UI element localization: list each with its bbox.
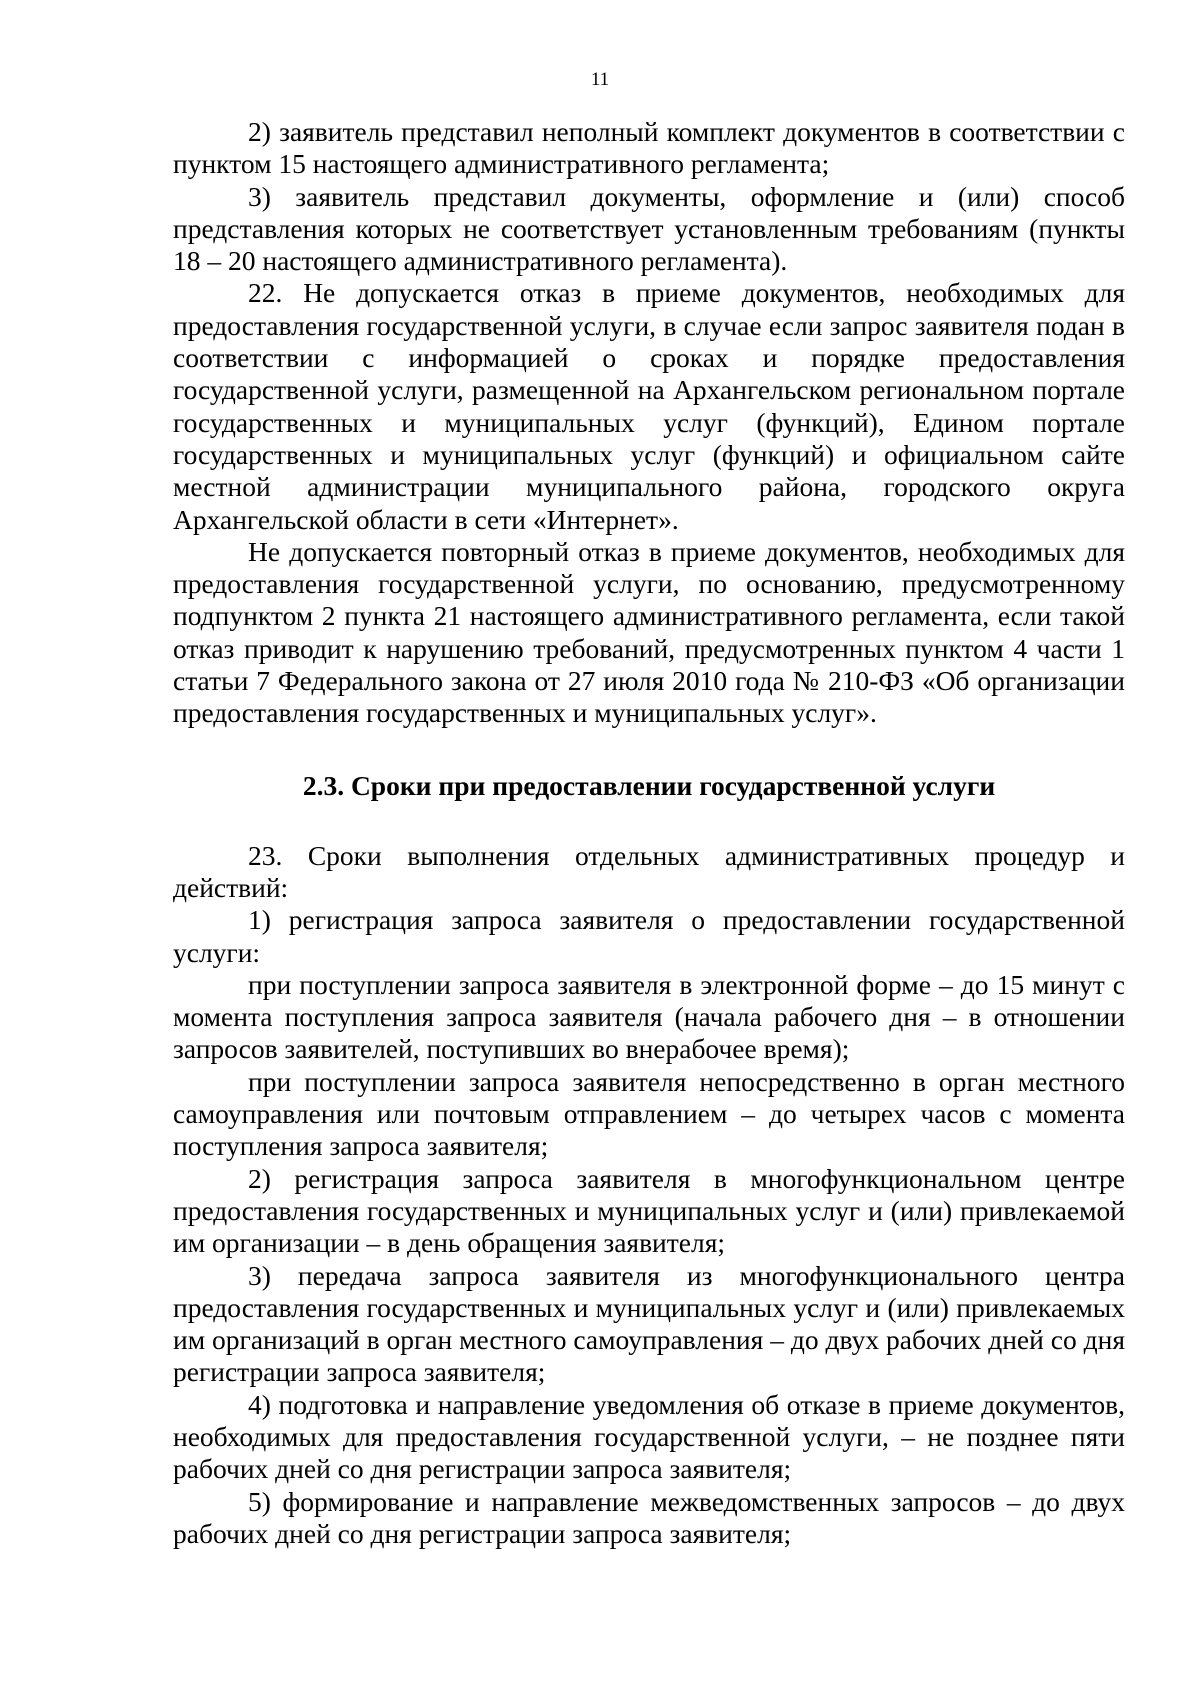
paragraph: 2) регистрация запроса заявителя в многофункциональном центре предоставления государственных и муниципальных услуг и (или) привлекаемой им организации – в день обращения заявителя;	[173, 1162, 1125, 1259]
paragraph: 2) заявитель представил неполный комплект документов в соответствии с пунктом 15 настоящего административного регламента;	[173, 116, 1125, 180]
page-number: 11	[590, 69, 610, 90]
paragraph: 22. Не допускается отказ в приеме документов, необходимых для предоставления государственной услуги, в случае если запрос заявителя подан в соответствии с информацией о сроках и порядке предоставления государственной услуги, размещенной на Архангельском региональном портале государственных и муниципальных услуг (функций), Едином портале государственных и муниципальных услуг (функций) и официальном сайте местной администрации муниципального района, городского округа Архангельской области в сети «Интернет».	[173, 277, 1125, 535]
paragraph: Не допускается повторный отказ в приеме документов, необходимых для предоставления государственной услуги, по основанию, предусмотренному подпунктом 2 пункта 21 настоящего административного регламента, если такой отказ приводит к нарушению требований, предусмотренных пунктом 4 части 1 статьи 7 Федерального закона от 27 июля 2010 года № 210-ФЗ «Об организации предоставления государственных и муниципальных услуг».	[173, 535, 1125, 729]
paragraph: 5) формирование и направление межведомственных запросов – до двух рабочих дней со дня регистрации запроса заявителя;	[173, 1485, 1125, 1549]
paragraph: при поступлении запроса заявителя непосредственно в орган местного самоуправления или почтовым отправлением – до четырех часов с момента поступления запроса заявителя;	[173, 1065, 1125, 1162]
paragraph: при поступлении запроса заявителя в электронной форме – до 15 минут с момента поступления запроса заявителя (начала рабочего дня – в отношении запросов заявителей, поступивших во внерабочее время);	[173, 968, 1125, 1065]
paragraph: 1) регистрация запроса заявителя о предоставлении государственной услуги:	[173, 904, 1125, 968]
paragraph: 3) заявитель представил документы, оформление и (или) способ представления которых не соответствует установленным требованиям (пункты 18 – 20 настоящего административного регламента).	[173, 180, 1125, 277]
paragraph: 3) передача запроса заявителя из многофункционального центра предоставления государственных и муниципальных услуг и (или) привлекаемых им организаций в орган местного самоуправления – до двух рабочих дней со дня регистрации запроса заявителя;	[173, 1259, 1125, 1388]
paragraph: 23. Сроки выполнения отдельных административных процедур и действий:	[173, 839, 1125, 903]
paragraph: 4) подготовка и направление уведомления об отказе в приеме документов, необходимых для предоставления государственной услуги, – не позднее пяти рабочих дней со дня регистрации запроса заявителя;	[173, 1388, 1125, 1485]
section-heading: 2.3. Сроки при предоставлении государственной услуги	[302, 769, 996, 801]
document-body	[173, 116, 1125, 1550]
